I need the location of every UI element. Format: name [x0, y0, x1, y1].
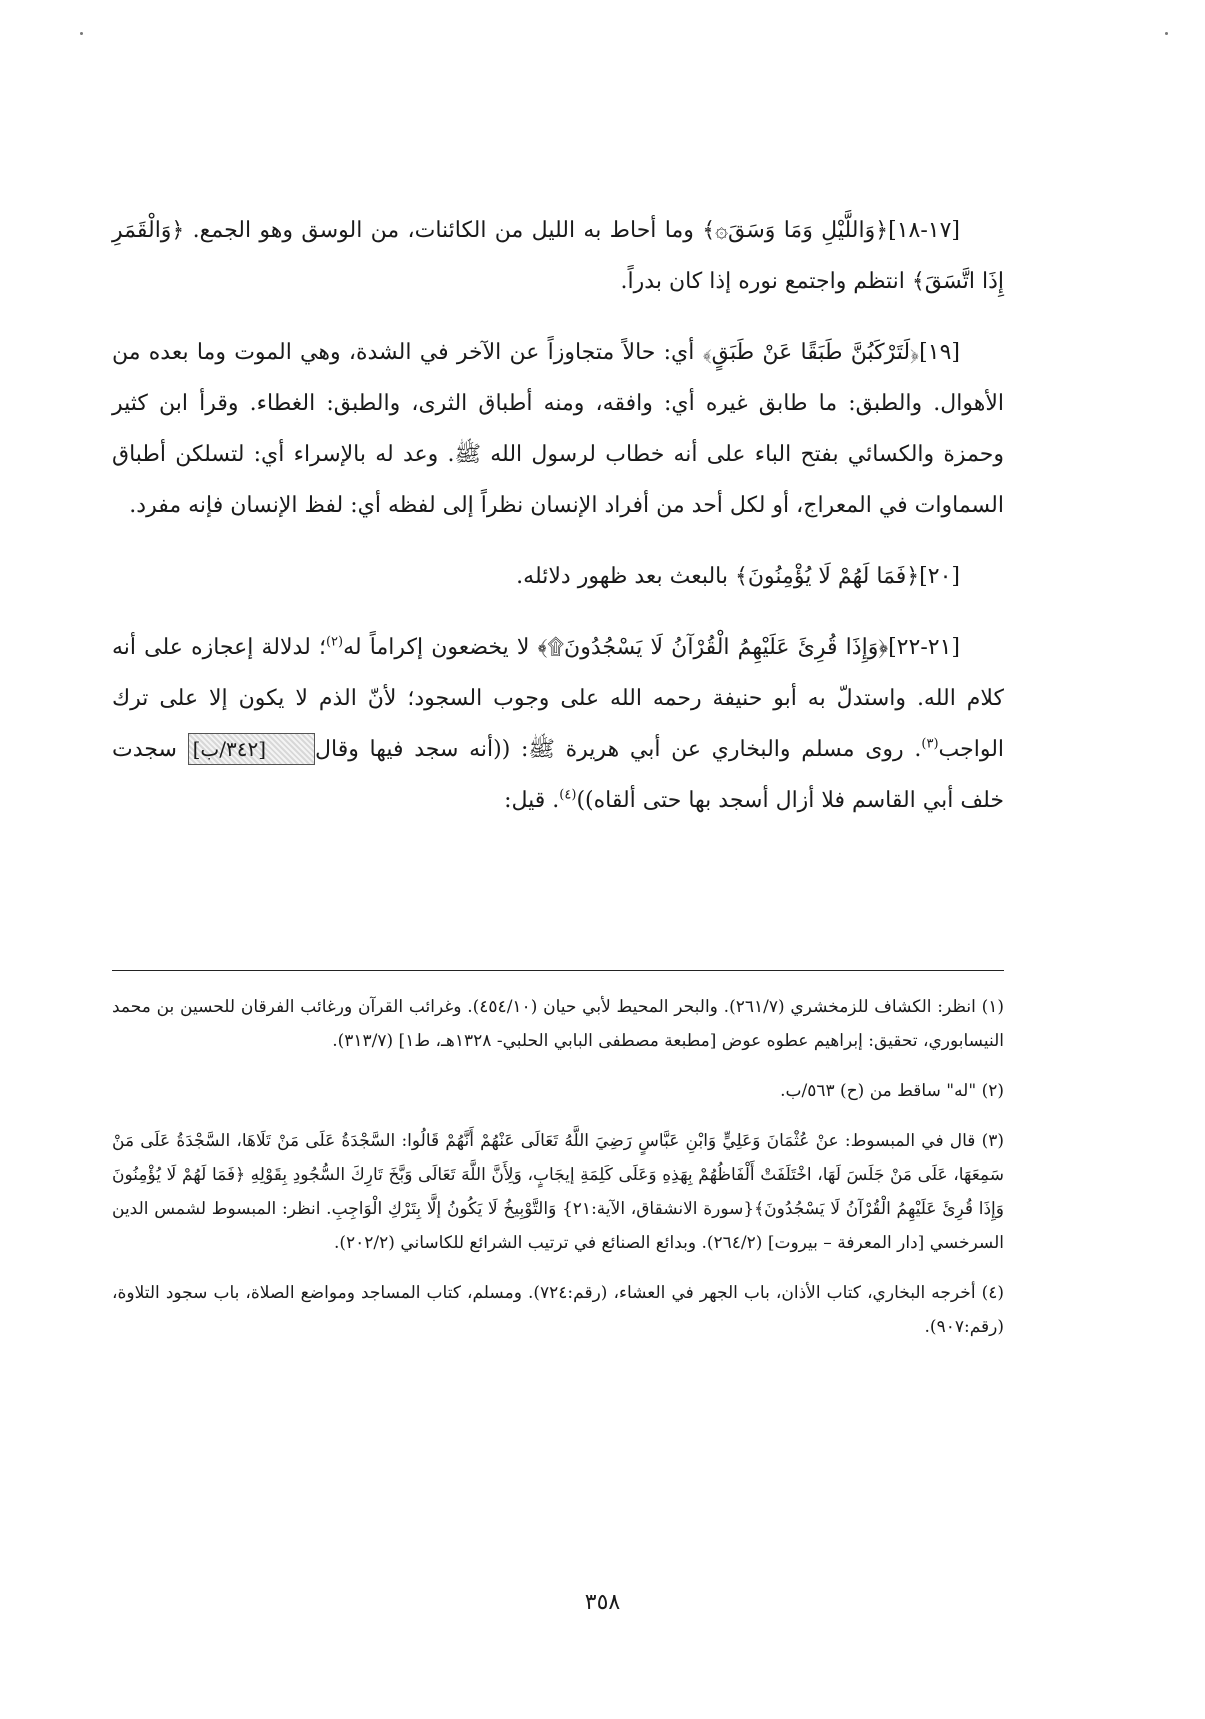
paragraph-verses-21-22	[112, 622, 1004, 826]
paragraph-verse-20	[112, 551, 1004, 602]
footnote-2: (٢) "له" ساقط من (ح) ٥٦٣/ب.	[780, 1081, 1004, 1101]
footnote-3: (٣) قال في المبسوط: عنْ عُثْمَانَ وَعَلِيٍّ وَابْنِ عَبَّاسٍ رَضِيَ اللَّهُ تَعَالَى عَنْهُمْ أَنَّهُمْ قَالُوا: السَّجْدَةُ عَلَى مَنْ تَلَاهَا، السَّجْدَةُ عَلَى مَنْ سَمِعَهَا، عَلَى مَنْ جَلَسَ لَهَا، اخْتَلَفَتْ أَلْفَاظُهُمْ بِهَذِهِ وَعَلَى كَلِمَةِ إيجَابٍ، وَلِأَنَّ اللَّهَ تَعَالَى وَبَّخَ تَارِكَ السُّجُودِ بِقَوْلِهِ ﴿فَمَا لَهُمْ لَا يُؤْمِنُونَ وَإِذَا قُرِئَ عَلَيْهِمُ الْقُرْآنُ لَا يَسْجُدُونَ﴾{سورة الانشقاق، الآية:٢١} وَالتَّوْبِيخُ لَا يَكُونُ إلَّا بِتَرْكِ الْوَاجِبِ. انظر: المبسوط لشمس الدين السرخسي [دار المعرفة – بيروت] (٢٦٤/٢). وبدائع الصنائع في ترتيب الشرائع للكاساني (٢٠٢/٢).	[112, 1131, 1004, 1253]
commentary-text: ؛ لدلالة إعجازه على أنه كلام الله. واستدلّ به أبو حنيفة رحمه الله على وجوب السجود؛ لأنّ الذم لا يكون إلا على ترك الواجب	[112, 635, 1005, 762]
scan-speck	[1165, 32, 1168, 35]
verse-number: [١٩]	[919, 340, 960, 365]
footnote-4: (٤) أخرجه البخاري، كتاب الأذان، باب الجهر في العشاء، (رقم:٧٢٤). ومسلم، كتاب المساجد ومواضع الصلاة، باب سجود التلاوة، (رقم:٩٠٧).	[112, 1283, 1005, 1337]
footnote-1: (١) انظر: الكشاف للزمخشري (٢٦١/٧). والبحر المحيط لأبي حيان (٤٥٤/١٠). وغرائب القرآن ورغائب الفرقان للحسين بن محمد النيسابوري، تحقيق: إبراهيم عطوه عوض [مطبعة مصطفى البابي الحلبي- ١٣٢٨هـ، ط١] (٣١٣/٧).	[112, 997, 1005, 1051]
paragraph-verses-17-18	[112, 205, 1004, 307]
manuscript-folio-reference: [٣٤٢/ب]	[188, 733, 315, 765]
quran-quote: ﴿وَإِذَا قُرِئَ عَلَيْهِمُ الْقُرْآنُ لَا يَسْجُدُونَ۩﴾	[537, 635, 889, 660]
verse-number: [٢٠]	[919, 564, 960, 589]
commentary-text: . قيل:	[504, 788, 560, 813]
quran-quote: ﴿لَتَرْكَبُنَّ طَبَقًا عَنْ طَبَقٍ﴾	[702, 340, 920, 365]
commentary-text: لا يخضعون إكراماً له	[343, 635, 538, 660]
quran-quote: ﴿وَالْقَمَرِ إِذَا اتَّسَقَ﴾	[112, 218, 1004, 294]
scan-speck	[80, 32, 83, 35]
verse-number: [١٧-١٨]	[888, 218, 960, 243]
commentary-text: انتظم واجتمع نوره إذا كان بدراً.	[620, 269, 912, 294]
quran-quote: ﴿فَمَا لَهُمْ لَا يُؤْمِنُونَ﴾	[735, 564, 920, 589]
footnote-marker[interactable]: (٢)	[325, 634, 344, 650]
footnote-separator	[112, 970, 1004, 971]
quran-quote: ﴿وَاللَّيْلِ وَمَا وَسَقَ۞﴾	[702, 218, 889, 243]
paragraph-verse-19	[112, 327, 1004, 531]
footnotes	[112, 990, 1004, 1360]
footnote-marker[interactable]: (٣)	[921, 736, 939, 752]
commentary-text: . روى مسلم والبخاري عن أبي هريرة ﷺ: ((أنه سجد فيها وقال	[315, 737, 922, 762]
commentary-text: بالبعث بعد ظهور دلائله.	[516, 564, 735, 589]
commentary-text: أي: حالاً متجاوزاً عن الآخر في الشدة، وهي الموت وما بعده من الأهوال. والطبق: ما طابق غيره أي: وافقه، ومنه أطباق الثرى، والطبق: الغطاء. وقرأ ابن كثير وحمزة والكسائي بفتح الباء على أنه خطاب لرسول الله ﷺ. وعد له بالإسراء أي: لتسلكن أطباق السماوات في المعراج، أو لكل أحد من أفراد الإنسان نظراً إلى لفظه أي: لفظ الإنسان فإنه مفرد.	[112, 340, 1004, 518]
footnote-marker[interactable]: (٤)	[559, 787, 577, 803]
verse-number: [٢١-٢٢]	[888, 635, 960, 660]
commentary-text: وما أحاط به الليل من الكائنات، من الوسق وهو الجمع.	[184, 218, 703, 243]
commentary-text: سجدت خلف أبي القاسم فلا أزال أسجد بها حتى ألقاه))	[112, 737, 1004, 813]
main-text	[112, 205, 1004, 846]
page-number: ٣٥٨	[584, 1590, 621, 1615]
